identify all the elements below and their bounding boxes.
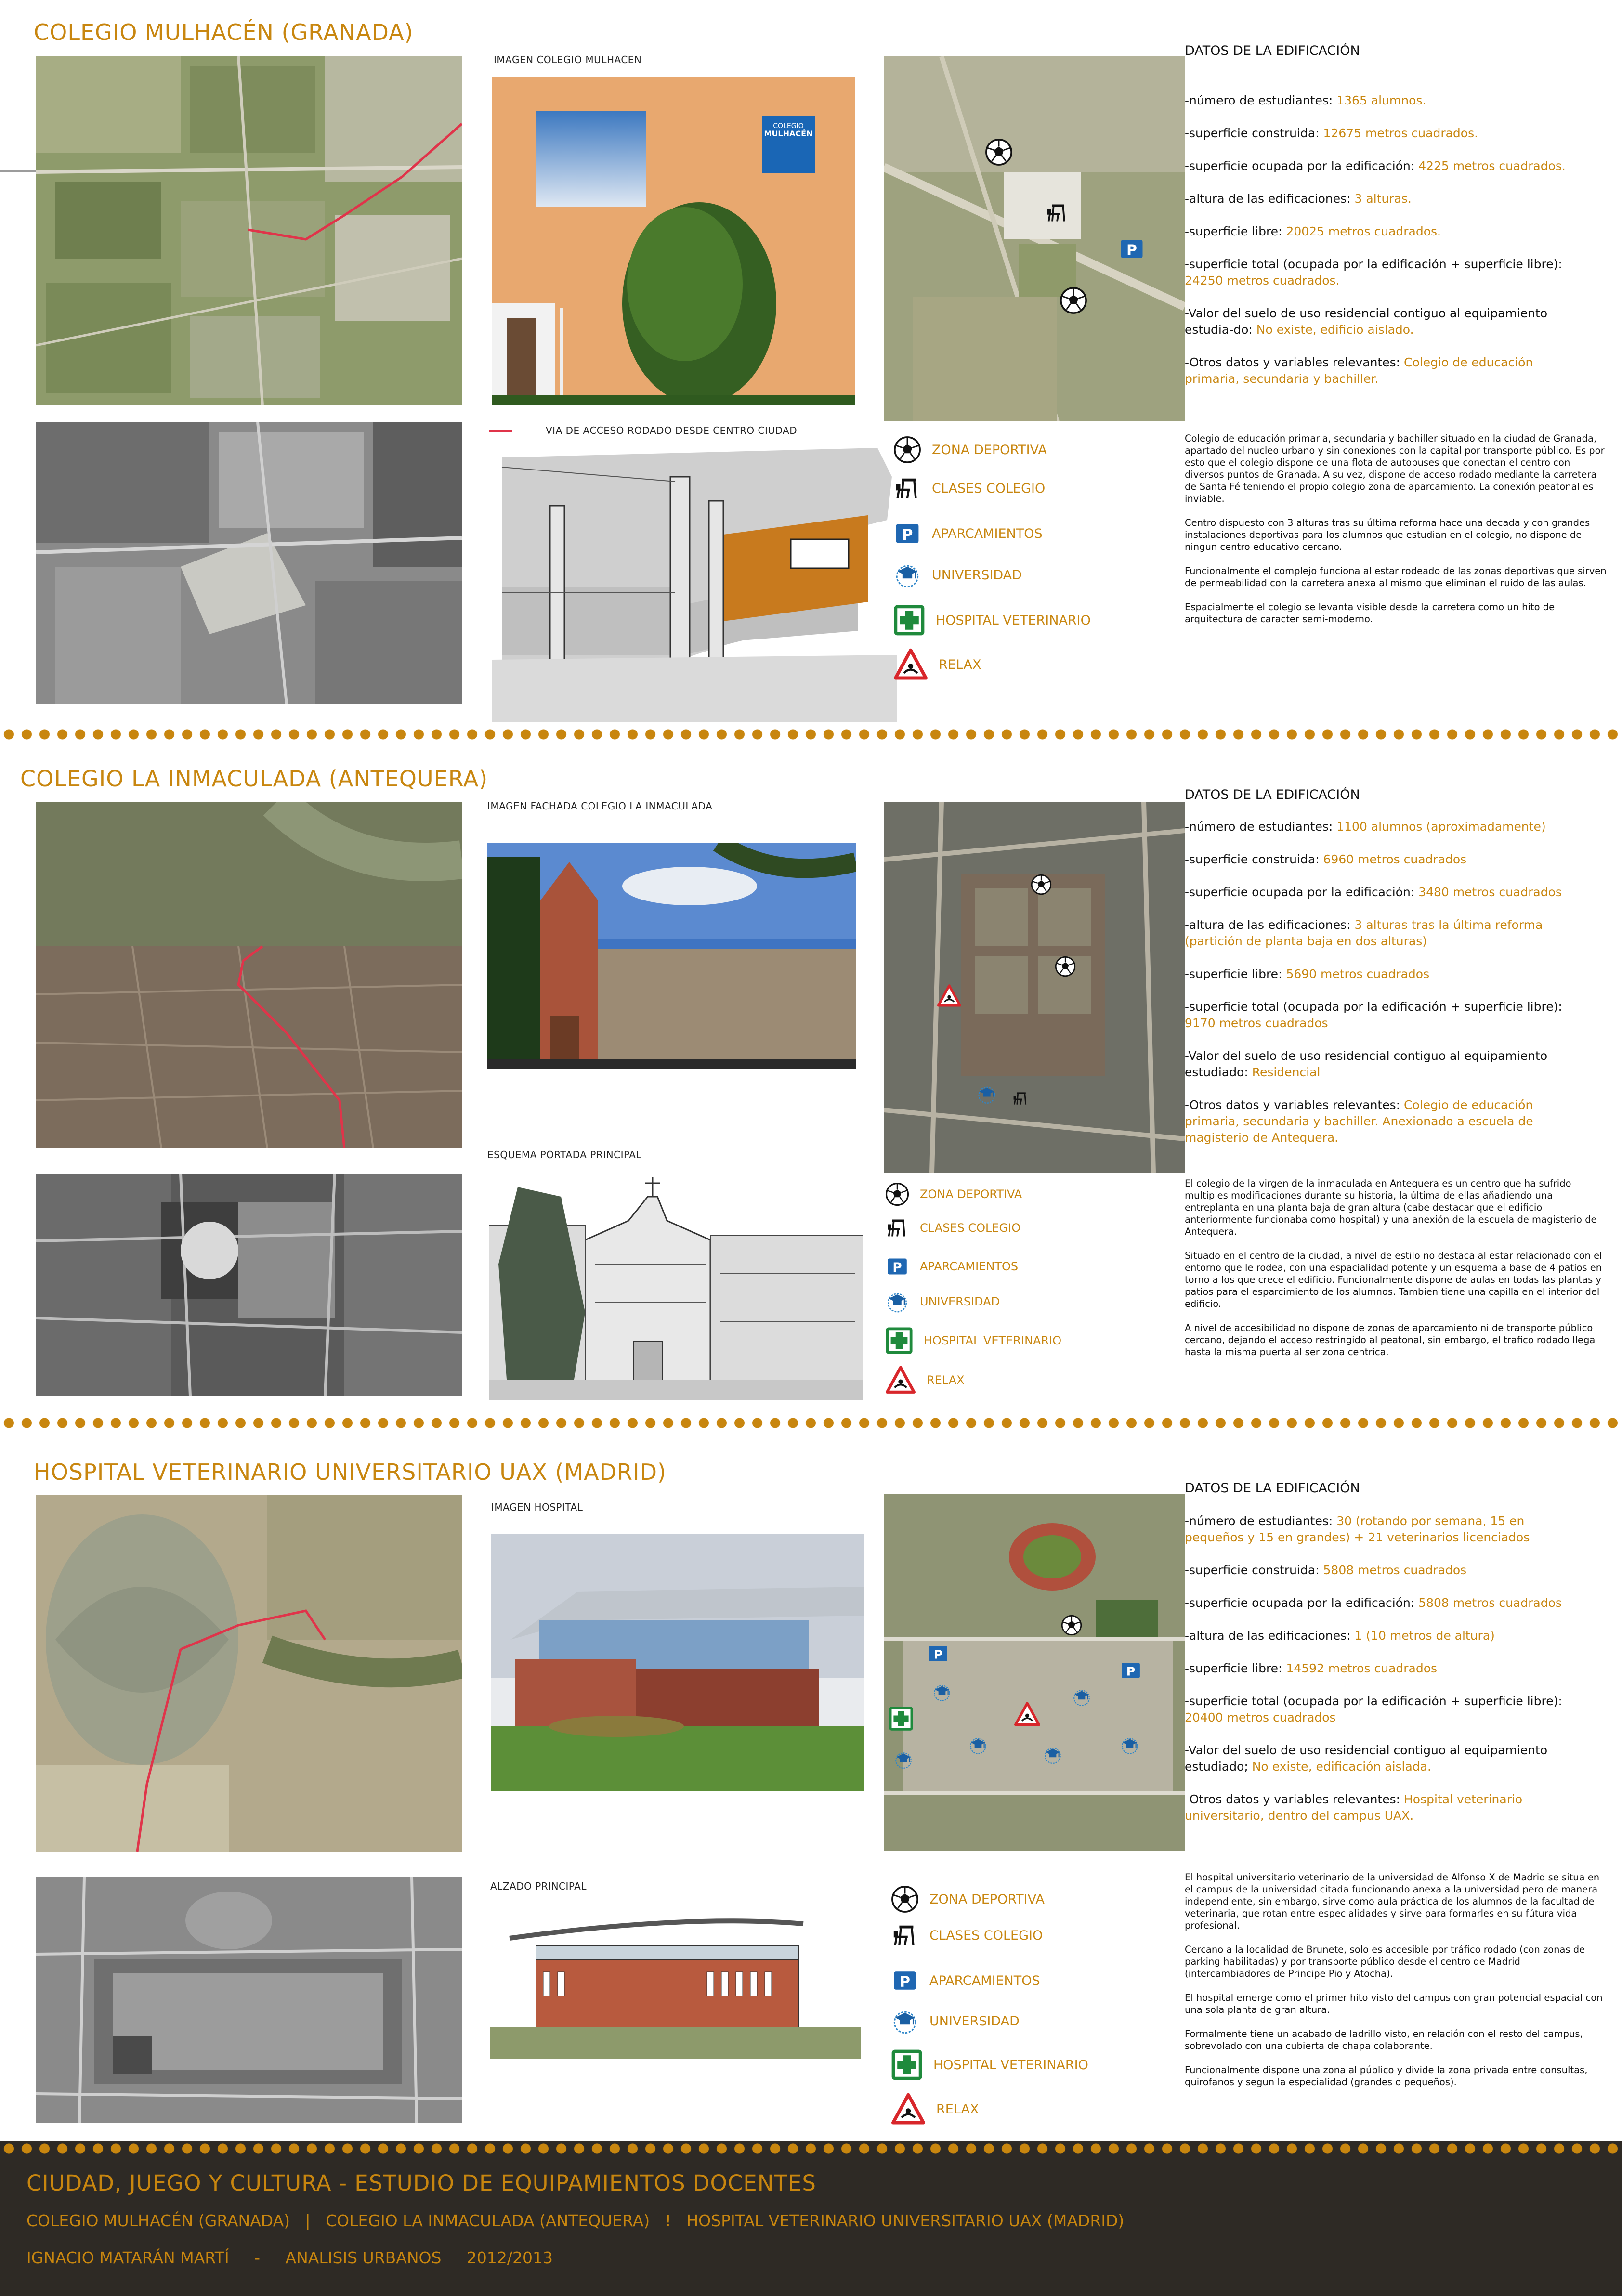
university-icon xyxy=(932,1682,952,1702)
description xyxy=(1185,1177,1609,1370)
veterinary-cross-icon xyxy=(889,1706,914,1731)
datos-label: -Otros datos y variables relevantes: xyxy=(1185,1098,1400,1112)
school-desk-icon xyxy=(891,1921,919,1949)
veterinary-cross-icon xyxy=(885,1327,913,1355)
description-paragraph: Espacialmente el colegio se levanta visible desde la carretera como un hito de arquitectura de caracter semi-moderno. xyxy=(1185,601,1555,625)
description xyxy=(1185,1871,1609,2100)
footer xyxy=(0,2141,1622,2296)
datos-value: 12675 metros cuadrados. xyxy=(1323,126,1478,140)
sketch-caption: VIA DE ACCESO RODADO DESDE CENTRO CIUDAD xyxy=(546,425,798,436)
legend-label: HOSPITAL VETERINARIO xyxy=(933,2057,1088,2073)
datos-title: DATOS DE LA EDIFICACIÓN xyxy=(1185,787,1360,802)
soccer-ball-icon xyxy=(985,138,1013,166)
dotted-divider xyxy=(0,1416,1622,1430)
legend-label: ZONA DEPORTIVA xyxy=(929,1892,1045,1907)
legend-item-aparcamientos xyxy=(893,521,1043,546)
description-paragraph: Colegio de educación primaria, secundaria y bachiller situado en la ciudad de Granada, apartado del nucleo urbano y sin conexiones con la capital por transporte público. Es por esto que el colegio dispone de una flota de autobuses que conectan el centro con diversos puntos de Granada. A su vez, dispone de acceso rodado mediante la carretera de Santa Fé teniendo el propio colegio zona de aparcamiento. La conexión peatonal es inviable. xyxy=(1185,433,1605,504)
site-plan-image xyxy=(884,802,1185,1173)
soccer-ball-icon xyxy=(893,436,921,464)
datos-item xyxy=(1185,819,1580,835)
datos-list xyxy=(1185,1513,1580,1824)
aerial-map-image xyxy=(36,56,462,405)
section-title: HOSPITAL VETERINARIO UNIVERSITARIO UAX (MADRID) xyxy=(34,1459,667,1485)
relax-warning-icon xyxy=(885,1365,916,1395)
legend-label: RELAX xyxy=(927,1373,965,1387)
university-icon xyxy=(968,1735,988,1755)
soccer-ball-icon xyxy=(885,1182,909,1206)
description-paragraph: Cercano a la localidad de Brunete, solo es accesible por tráfico rodado (con zonas de parking habilitadas) y por transporte público desde el centro de Madrid (intercambiadores de Principe Pio y Atocha). xyxy=(1185,1944,1585,1979)
datos-label: -Otros datos y variables relevantes: xyxy=(1185,1792,1400,1806)
dotted-divider xyxy=(0,727,1622,742)
legend-item-clases-colegio xyxy=(885,1216,1020,1240)
description-paragraph: El hospital emerge como el primer hito visto del campus con gran potencial espacial con una sola planta de gran altura. xyxy=(1185,1992,1603,2015)
datos-label: -superficie libre: xyxy=(1185,967,1282,981)
legend-label: CLASES COLEGIO xyxy=(929,1928,1043,1943)
datos-item xyxy=(1185,256,1580,289)
datos-value: 5690 metros cuadrados xyxy=(1286,967,1430,981)
legend-item-universidad xyxy=(891,2007,1020,2035)
sketch-caption: ESQUEMA PORTADA PRINCIPAL xyxy=(487,1149,642,1161)
datos-label: -superficie total (ocupada por la edificación + superficie libre): xyxy=(1185,257,1562,271)
parking-icon xyxy=(885,1256,909,1277)
datos-item xyxy=(1185,223,1580,240)
datos-value: No existe, edificación aislada. xyxy=(1252,1760,1431,1774)
bw-aerial-image xyxy=(36,1174,462,1396)
datos-item xyxy=(1185,966,1580,982)
description-paragraph: Centro dispuesto con 3 alturas tras su última reforma hace una decada y con grandes instalaciones deportivas para los alumnos que estudian en el colegio, no dispone de ningun centro educativo cercano. xyxy=(1185,517,1590,552)
datos-item xyxy=(1185,999,1580,1031)
relax-warning-icon xyxy=(893,648,928,681)
datos-label: -superficie ocupada por la edificación: xyxy=(1185,885,1415,899)
university-icon xyxy=(893,561,921,589)
school-sign-line-2: MULHACÉN xyxy=(764,129,813,138)
legend-label: ZONA DEPORTIVA xyxy=(920,1187,1022,1201)
datos-item xyxy=(1185,1513,1580,1546)
datos-item xyxy=(1185,305,1580,338)
soccer-ball-icon xyxy=(1060,287,1087,314)
footer-subtitle: COLEGIO MULHACÉN (GRANADA) | COLEGIO LA INMACULADA (ANTEQUERA) ! HOSPITAL VETERINARIO UNIVERSITARIO UAX (MADRID) xyxy=(26,2211,1125,2230)
datos-item xyxy=(1185,1097,1580,1146)
bw-aerial-image xyxy=(36,422,462,704)
legend-item-hospital-veterinario xyxy=(893,604,1091,636)
legend-item-relax xyxy=(891,2092,979,2126)
description-paragraph: El colegio de la virgen de la inmaculada en Antequera es un centro que ha sufrido multiples modificaciones durante su historia, la última de ellas añadiendo una entreplanta en una planta baja de gran altura (cabe destacar que el edificio anteriormente funcionaba como hospital) y una anexión de la escuela de magisterio de Antequera. xyxy=(1185,1178,1597,1237)
parking-icon xyxy=(891,1969,919,1993)
datos-value: 3480 metros cuadrados xyxy=(1418,885,1562,899)
datos-value: 3 alturas tras la última reforma (partición de planta baja en dos alturas) xyxy=(1185,918,1543,948)
datos-item xyxy=(1185,158,1580,174)
datos-value: Hospital veterinario universitario, dentro del campus UAX. xyxy=(1185,1792,1523,1823)
datos-value: 20025 metros cuadrados. xyxy=(1286,224,1441,238)
soccer-ball-icon xyxy=(891,1885,919,1913)
footer-dotted-edge xyxy=(0,2141,1622,2156)
university-icon xyxy=(1120,1735,1140,1755)
legend-label: UNIVERSIDAD xyxy=(932,567,1022,583)
legend-item-relax xyxy=(893,648,981,681)
datos-label: -número de estudiantes: xyxy=(1185,820,1333,834)
datos-label: -superficie construida: xyxy=(1185,1563,1320,1577)
school-desk-icon xyxy=(1045,201,1069,225)
datos-label: -superficie ocupada por la edificación: xyxy=(1185,159,1415,173)
datos-item xyxy=(1185,1562,1580,1578)
datos-list xyxy=(1185,92,1580,387)
soccer-ball-icon xyxy=(1031,874,1052,895)
sketch-image xyxy=(489,1168,863,1400)
legend-item-clases-colegio xyxy=(891,1921,1043,1949)
legend-item-hospital-veterinario xyxy=(885,1327,1061,1355)
route-legend-line xyxy=(489,430,512,432)
datos-item xyxy=(1185,851,1580,868)
elevation-drawing-image xyxy=(490,1905,861,2059)
datos-item xyxy=(1185,1742,1580,1775)
legend-item-zona-deportiva xyxy=(885,1182,1022,1206)
datos-label: -superficie construida: xyxy=(1185,126,1320,140)
datos-label: -Valor del suelo de uso residencial contiguo al equipamiento estudiado: xyxy=(1185,1049,1548,1079)
university-icon xyxy=(1072,1687,1092,1707)
sketch-image xyxy=(492,448,897,722)
footer-title: CIUDAD, JUEGO Y CULTURA - ESTUDIO DE EQUIPAMIENTOS DOCENTES xyxy=(26,2170,816,2196)
university-icon xyxy=(893,1749,914,1770)
legend-item-zona-deportiva xyxy=(891,1885,1045,1913)
datos-label: -número de estudiantes: xyxy=(1185,1514,1333,1528)
datos-item xyxy=(1185,92,1580,109)
datos-value: No existe, edificio aislado. xyxy=(1256,323,1414,337)
datos-value: 1365 alumnos. xyxy=(1336,93,1426,107)
facade-photo-image xyxy=(487,843,856,1069)
datos-item xyxy=(1185,1628,1580,1644)
datos-item xyxy=(1185,354,1580,387)
datos-item xyxy=(1185,1791,1580,1824)
relax-warning-icon xyxy=(937,984,962,1008)
parking-icon xyxy=(1120,237,1144,261)
datos-value: Colegio de educación primaria, secundaria y bachiller. xyxy=(1185,355,1533,386)
description-paragraph: Funcionalmente dispone una zona al público y divide la zona privada entre consultas, quirofanos y segun la especialidad (grandes o pequeños). xyxy=(1185,2064,1588,2087)
school-desk-icon xyxy=(893,474,921,502)
datos-label: -altura de las edificaciones: xyxy=(1185,918,1351,932)
school-photo-image xyxy=(492,77,855,405)
datos-item xyxy=(1185,1660,1580,1677)
hospital-photo-image xyxy=(491,1534,864,1791)
datos-item xyxy=(1185,1048,1580,1081)
legend-item-zona-deportiva xyxy=(893,436,1047,464)
veterinary-cross-icon xyxy=(891,2049,923,2081)
legend-label: ZONA DEPORTIVA xyxy=(932,442,1047,457)
datos-label: -superficie total (ocupada por la edificación + superficie libre): xyxy=(1185,1000,1562,1014)
legend-label: RELAX xyxy=(936,2101,979,2117)
legend-item-aparcamientos xyxy=(891,1969,1040,1993)
datos-item xyxy=(1185,1595,1580,1611)
datos-title: DATOS DE LA EDIFICACIÓN xyxy=(1185,43,1360,58)
datos-label: -superficie libre: xyxy=(1185,224,1282,238)
legend-item-aparcamientos xyxy=(885,1256,1018,1277)
relax-warning-icon xyxy=(891,2092,926,2126)
legend-label: UNIVERSIDAD xyxy=(929,2013,1020,2029)
description-paragraph: Situado en el centro de la ciudad, a nivel de estilo no destaca al estar relacionado con el entorno que le rodea, con una espacialidad potente y un esquema a base de 4 patios en torno a los que crece el edificio. Funcionalmente dispone de aulas en todas las plantas y patios para el esparcimiento de los alumnos. Tambien tiene una capilla en el interior del edificio. xyxy=(1185,1250,1602,1309)
legend-label: HOSPITAL VETERINARIO xyxy=(936,613,1091,628)
soccer-ball-icon xyxy=(1055,956,1076,977)
parking-icon xyxy=(927,1644,949,1664)
datos-value: 4225 metros cuadrados. xyxy=(1418,159,1566,173)
legend-item-relax xyxy=(885,1365,965,1395)
legend-label: RELAX xyxy=(939,657,981,672)
datos-label: -altura de las edificaciones: xyxy=(1185,1629,1351,1643)
legend-label: UNIVERSIDAD xyxy=(920,1295,1000,1308)
datos-value: 9170 metros cuadrados xyxy=(1185,1016,1328,1030)
university-icon xyxy=(891,2007,919,2035)
description-paragraph: Formalmente tiene un acabado de ladrillo visto, en relación con el resto del campus, sobrevolado con una cubierta de chapa colaborante. xyxy=(1185,2028,1583,2051)
legend-item-clases-colegio xyxy=(893,474,1045,502)
datos-label: -Valor del suelo de uso residencial contiguo al equipamiento estudiado; xyxy=(1185,1743,1548,1774)
datos-value: 20400 metros cuadrados xyxy=(1185,1710,1336,1724)
datos-item xyxy=(1185,125,1580,142)
datos-value: 1 (10 metros de altura) xyxy=(1354,1629,1495,1643)
datos-list xyxy=(1185,819,1580,1146)
datos-label: -altura de las edificaciones: xyxy=(1185,192,1351,206)
site-plan-image xyxy=(884,1494,1185,1851)
aerial-map-image xyxy=(36,802,462,1148)
relax-warning-icon xyxy=(1014,1701,1041,1727)
datos-value: 1100 alumnos (aproximadamente) xyxy=(1336,820,1546,834)
site-plan-image xyxy=(884,56,1185,421)
datos-label: -Otros datos y variables relevantes: xyxy=(1185,355,1400,369)
section-title: COLEGIO MULHACÉN (GRANADA) xyxy=(34,19,414,45)
photo-caption: IMAGEN FACHADA COLEGIO LA INMACULADA xyxy=(487,800,713,812)
datos-label: -número de estudiantes: xyxy=(1185,93,1333,107)
legend-label: CLASES COLEGIO xyxy=(932,481,1046,496)
datos-value: Residencial xyxy=(1252,1065,1321,1079)
parking-icon xyxy=(893,521,921,546)
photo-caption: IMAGEN COLEGIO MULHACEN xyxy=(494,54,642,65)
datos-value: 14592 metros cuadrados xyxy=(1286,1661,1438,1675)
datos-value: 5808 metros cuadrados xyxy=(1323,1563,1467,1577)
sketch-caption: ALZADO PRINCIPAL xyxy=(490,1880,587,1892)
description-paragraph: Funcionalmente el complejo funciona al estar rodeado de las zonas deportivas que sirven de permeabilidad con la carretera anexa al mismo que eliminan el ruido de las aulas. xyxy=(1185,565,1607,588)
school-desk-icon xyxy=(885,1216,909,1240)
photo-caption: IMAGEN HOSPITAL xyxy=(491,1501,583,1513)
section-title: COLEGIO LA INMACULADA (ANTEQUERA) xyxy=(20,766,488,792)
datos-value: 5808 metros cuadrados xyxy=(1418,1596,1562,1610)
footer-credits: IGNACIO MATARÁN MARTÍ - ANALISIS URBANOS 2012/2013 xyxy=(26,2248,553,2267)
datos-label: -superficie libre: xyxy=(1185,1661,1282,1675)
datos-item xyxy=(1185,884,1580,900)
datos-value: 30 (rotando por semana, 15 en pequeños y 15 en grandes) + 21 veterinarios licenciados xyxy=(1185,1514,1530,1544)
description-paragraph: El hospital universitario veterinario de la universidad de Alfonso X de Madrid se situa en el campus de la universidad citada funcionando anexa a la universidad pero de manera independiente, sin embargo, sirve como aula práctica de los alumnos de la facultad de veterinaria, que rotan entre especialidades y sirve para formarles en su fútura vida profesional. xyxy=(1185,1872,1600,1931)
legend-label: APARCAMIENTOS xyxy=(932,526,1043,541)
university-icon xyxy=(885,1290,909,1314)
legend-label: CLASES COLEGIO xyxy=(920,1221,1021,1235)
parking-icon xyxy=(1120,1660,1142,1681)
legend-label: APARCAMIENTOS xyxy=(929,1973,1040,1988)
school-desk-icon xyxy=(1010,1090,1031,1107)
datos-value: Colegio de educación primaria, secundaria y bachiller. Anexionado a escuela de magisterio de Antequera. xyxy=(1185,1098,1533,1145)
university-icon xyxy=(976,1083,997,1105)
datos-item xyxy=(1185,1693,1580,1726)
datos-label: -superficie ocupada por la edificación: xyxy=(1185,1596,1415,1610)
datos-value: 24250 metros cuadrados. xyxy=(1185,274,1340,287)
datos-label: -superficie construida: xyxy=(1185,852,1320,866)
aerial-map-image xyxy=(36,1495,462,1852)
soccer-ball-icon xyxy=(1061,1615,1082,1636)
datos-title: DATOS DE LA EDIFICACIÓN xyxy=(1185,1481,1360,1496)
datos-label: -superficie total (ocupada por la edificación + superficie libre): xyxy=(1185,1694,1562,1708)
bw-aerial-image xyxy=(36,1877,462,2123)
legend-item-universidad xyxy=(893,561,1022,589)
legend-item-universidad xyxy=(885,1290,1000,1314)
school-sign xyxy=(763,122,814,138)
description-paragraph: A nivel de accesibilidad no dispone de zonas de aparcamiento ni de transporte público cercano, dejando el acceso restringido al peatonal, sin embargo, el trafico rodado llega hasta la misma puerta al ser zona centrica. xyxy=(1185,1322,1596,1357)
datos-item xyxy=(1185,917,1580,950)
legend-item-hospital-veterinario xyxy=(891,2049,1088,2081)
road-overflow-line xyxy=(0,170,36,172)
veterinary-cross-icon xyxy=(893,604,925,636)
datos-value: 6960 metros cuadrados xyxy=(1323,852,1467,866)
school-sign-line-1: COLEGIO xyxy=(773,122,804,130)
datos-item xyxy=(1185,191,1580,207)
datos-value: 3 alturas. xyxy=(1354,192,1412,206)
university-icon xyxy=(1043,1745,1063,1765)
legend-label: HOSPITAL VETERINARIO xyxy=(924,1334,1062,1347)
description xyxy=(1185,432,1609,637)
legend-label: APARCAMIENTOS xyxy=(920,1260,1019,1273)
datos-label: -Valor del suelo de uso residencial contiguo al equipamiento estudia-do: xyxy=(1185,306,1548,337)
